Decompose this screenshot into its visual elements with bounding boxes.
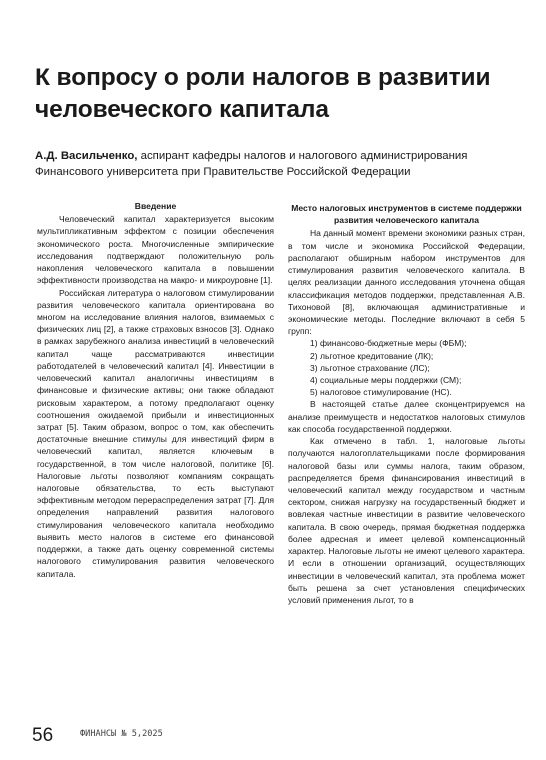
paragraph: На данный момент времени экономики разных стран, в том числе и экономика Российской Федерации, располагают обширным набором инструментов для стимулирования развития человеческого капитала. В целях реализации данного исследования уточнена общая классификация методов поддержки, представленная А.В. Тихоновой [8], включающая административные и экономические методы. Последние включают в себя 5 групп:	[288, 228, 525, 337]
paragraph: Как отмечено в табл. 1, налоговые льготы получаются налогоплательщиками после формирования налоговой базы или суммы налога, таким образом, распределяется бремя финансирования инвестиций в человеческий капитал между государством и частным сектором, снижая нагрузку на государственный бюджет и вовлекая частные инвестиции в развитие человеческого капитала. В свою очередь, прямая бюджетная поддержка более адресная и имеет целевой компенсационный характер. Налоговые льготы не имеют целевого характера. И если в отношении организаций, осуществляющих инвестиции в человеческий капитал, эта проблема может быть решена за счет установления специфических условий применения льгот, то в	[288, 436, 525, 605]
article-title: К вопросу о роли налогов в развитии человеческого капитала	[35, 64, 491, 123]
support-groups-list	[288, 337, 525, 398]
page-footer	[32, 723, 522, 749]
list-item: 5) налоговое стимулирование (НС).	[310, 387, 452, 398]
list-item: 2) льготное кредитование (ЛК);	[310, 350, 434, 361]
page-number: 56	[32, 725, 54, 746]
section-title-tax-instruments: Место налоговых инструментов в системе поддержки развития человеческого капитала	[291, 203, 522, 226]
paragraph: В настоящей статье далее сконцентрируемся на анализе преимуществ и недостатков налоговых стимулов как способа государственной поддержки.	[288, 399, 525, 434]
author-name: А.Д. Васильченко,	[35, 150, 138, 162]
paragraph: Российская литература о налоговом стимулировании развития человеческого капитала ориентирована во многом на исследование влияния налогов, взимаемых с физических лиц [2], а также страховых взносов [3]. Однако в рамках зарубежного анализа инвестиций в человеческий капитал чаще рассматриваются инвестиции работодателей в человеческий капитал [4]. Инвестиции в человеческий капитал аналогичны инвестициям в финансовые и физические активы; они также обладают рисковым характером, а потому предполагают оценку соотношения ожидаемой прибыли и инвестиционных затрат [5]. Таким образом, вопрос о том, как обеспечить достаточные внешние стимулы для инвестиций фирм в человеческий капитал, является ключевым в государственной, в том числе налоговой, политике [6]. Налоговые льготы позволяют компаниям сокращать налоговые обязательства, то есть выступают эффективным методом перераспределения затрат [7]. Для определения направлений развития налогового стимулирования человеческого капитала необходимо выявить место налогов в системе его финансовой поддержки, а также дать оценку современной системы налогового стимулирования развития человеческого капитала.	[37, 287, 274, 579]
author-block	[35, 148, 520, 180]
section-title-introduction: Введение	[134, 201, 177, 211]
journal-issue: ФИНАНСЫ № 5,2025	[80, 729, 163, 739]
paragraph: Человеческий капитал характеризуется высоким мультипликативным эффектом с позиции обеспечения экономического роста. Многочисленные эмпирические исследования подтверждают положительную роль накопления человеческого капитала в повышении эффективности производства на макро- и микроуровне [1].	[37, 214, 274, 286]
list-item: 4) социальные меры поддержки (СМ);	[310, 375, 462, 386]
list-item: 3) льготное страхование (ЛС);	[310, 362, 430, 373]
author-affiliation: аспирант кафедры налогов и налогового администрирования Финансового университета при Правительстве Российской Федерации	[35, 150, 468, 178]
list-item: 1) финансово-бюджетные меры (ФБМ);	[310, 338, 467, 349]
right-column	[288, 202, 525, 606]
left-column	[37, 200, 274, 580]
